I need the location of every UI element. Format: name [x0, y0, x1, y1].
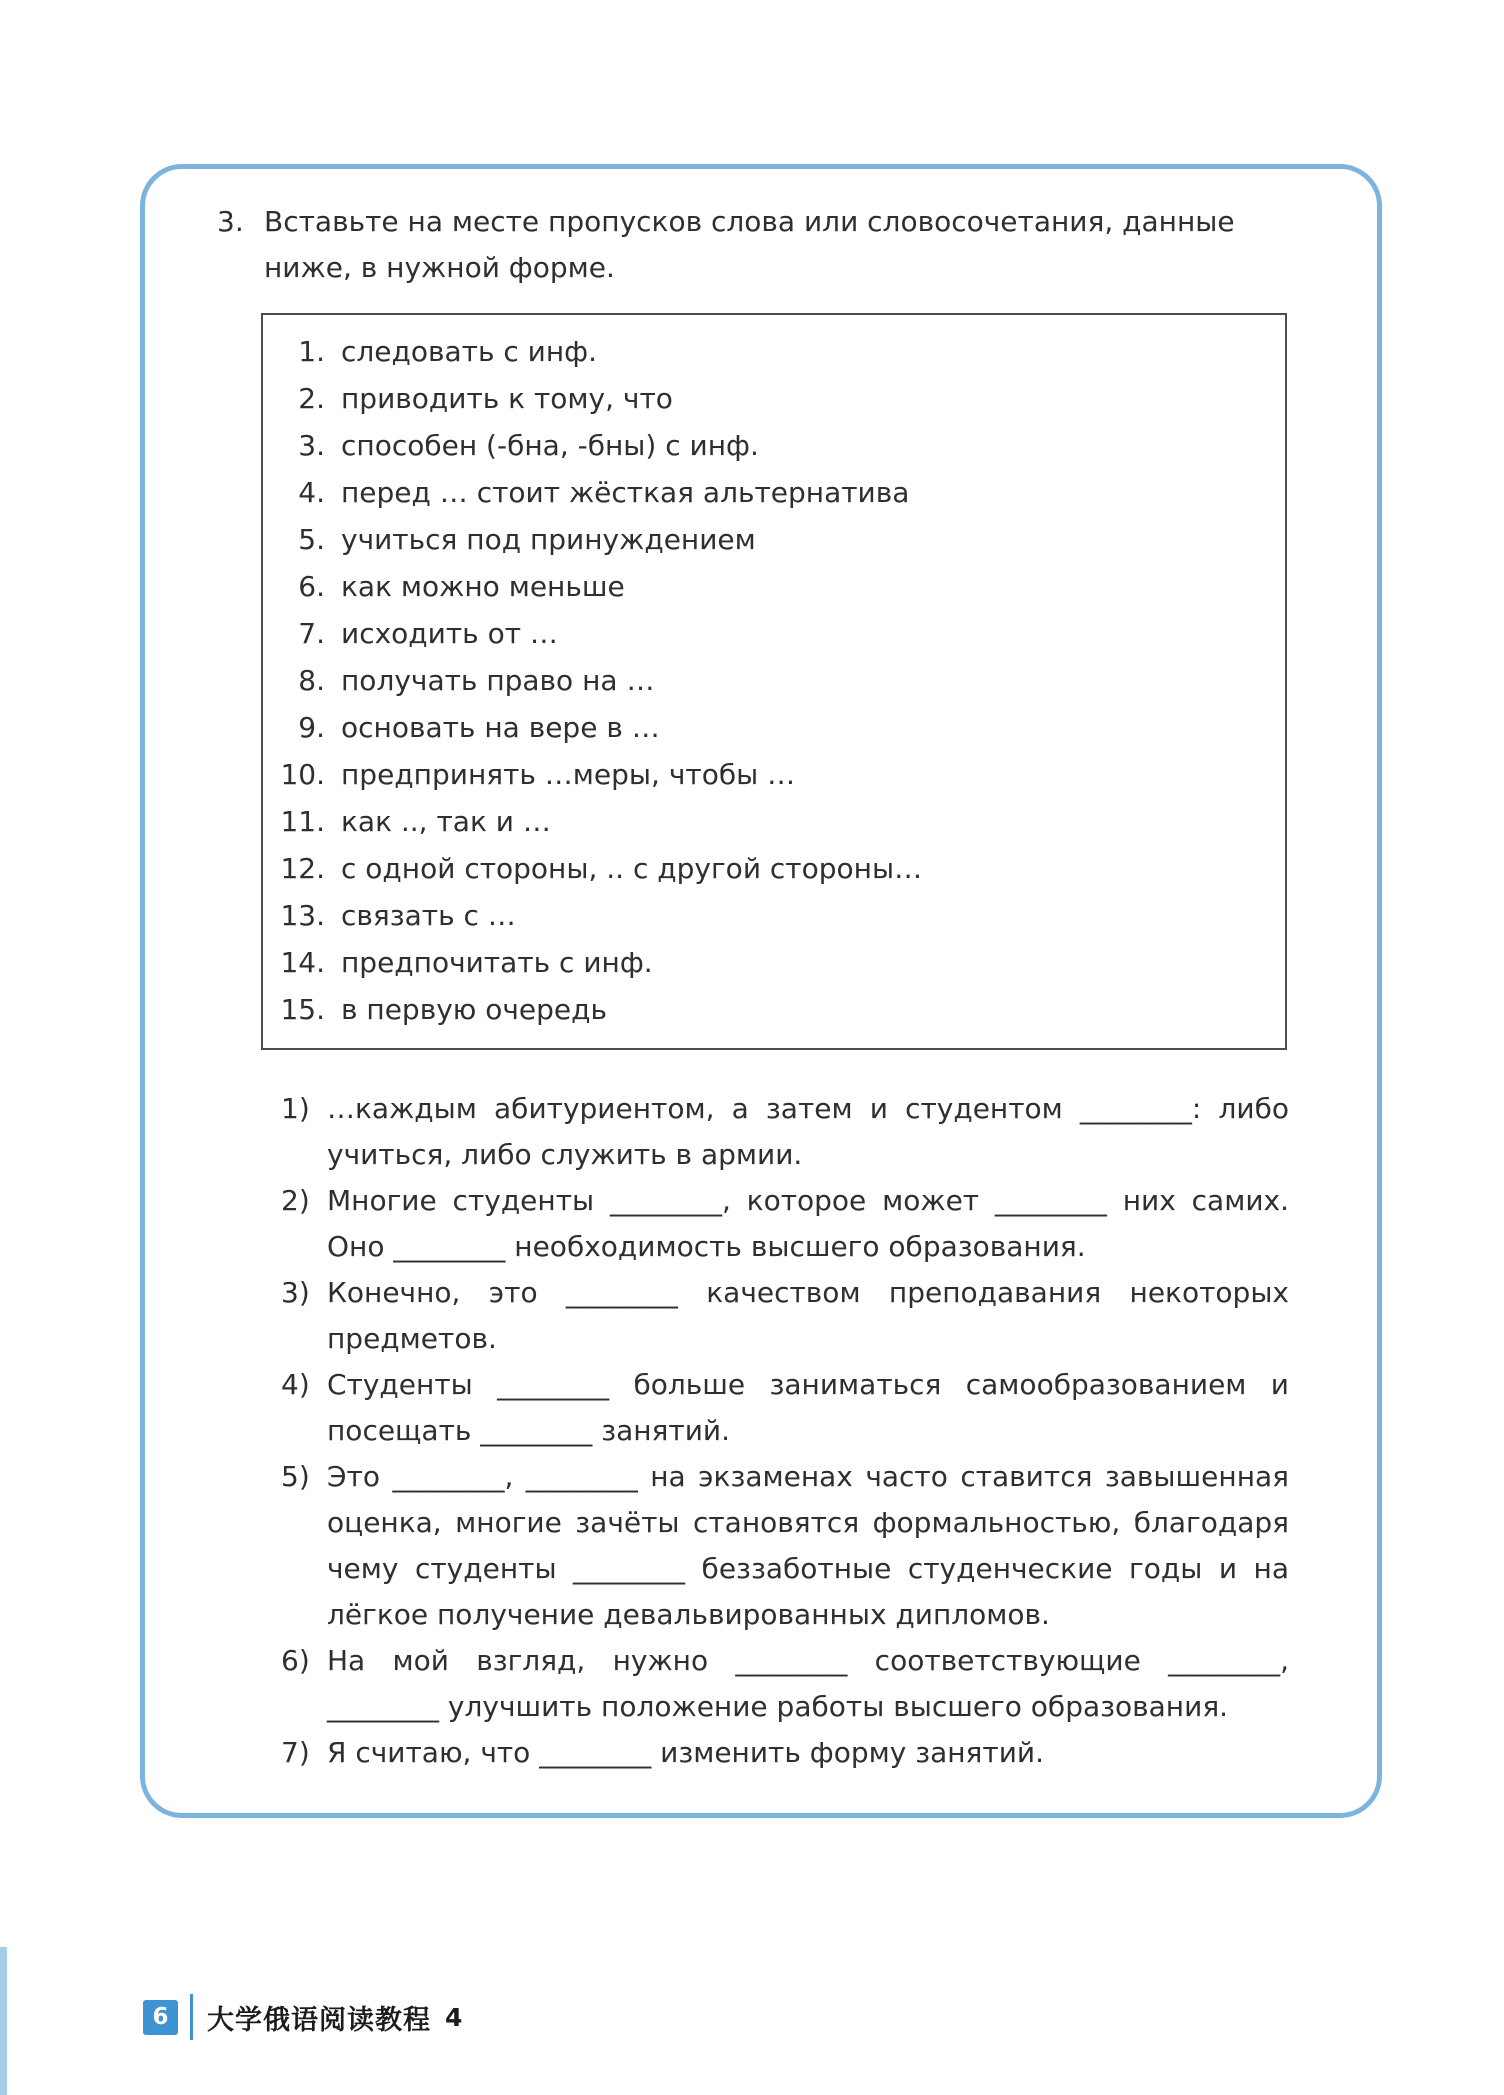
sentence-text: Это ________, ________ на экзаменах часто ставится завышенная оценка, многие зачёты становятся формальностью, благодаря чему студенты ________ беззаботные студенческие годы и на лёгкое получение девальвированных дипломов.	[327, 1460, 1289, 1631]
word-item-number: 2.	[298, 382, 325, 415]
sentence-text: Конечно, это ________ качеством преподавания некоторых предметов.	[327, 1276, 1289, 1355]
word-item-text: перед … стоит жёсткая альтернатива	[341, 476, 910, 509]
word-list-item	[263, 422, 1271, 469]
page-number-badge: 6	[143, 2000, 178, 2035]
word-list-box	[261, 313, 1287, 1050]
sentence-item	[281, 1178, 1289, 1270]
word-list-item	[263, 375, 1271, 422]
exercise-instruction-text: Вставьте на месте пропусков слова или словосочетания, данные ниже, в нужной форме.	[264, 205, 1235, 284]
sentence-item	[281, 1638, 1289, 1730]
word-item-number: 6.	[298, 570, 325, 603]
sentence-item	[281, 1454, 1289, 1638]
word-list-item	[263, 563, 1271, 610]
footer-divider	[190, 1994, 193, 2040]
word-list-item	[263, 657, 1271, 704]
exercise-instruction	[217, 199, 1289, 291]
word-item-text: в первую очередь	[341, 993, 608, 1026]
word-item-number: 12.	[280, 852, 325, 885]
word-list-item	[263, 845, 1271, 892]
page-edge-strip	[0, 1947, 7, 2095]
page-footer	[143, 1994, 462, 2040]
word-item-text: как .., так и …	[341, 805, 551, 838]
sentence-item	[281, 1086, 1289, 1178]
sentence-text: …каждым абитуриентом, а затем и студентом ________: либо учиться, либо служить в армии.	[327, 1092, 1289, 1171]
sentence-item	[281, 1270, 1289, 1362]
word-item-number: 7.	[298, 617, 325, 650]
sentence-number: 3)	[281, 1276, 310, 1309]
exercise-frame	[140, 164, 1382, 1818]
word-list-item	[263, 751, 1271, 798]
word-item-text: учиться под принуждением	[341, 523, 756, 556]
word-item-number: 10.	[280, 758, 325, 791]
word-item-number: 1.	[298, 335, 325, 368]
word-list-item	[263, 798, 1271, 845]
word-item-text: получать право на …	[341, 664, 655, 697]
word-list-item	[263, 986, 1271, 1033]
word-item-number: 11.	[280, 805, 325, 838]
sentence-list	[281, 1086, 1289, 1776]
word-list-item	[263, 469, 1271, 516]
word-list-item	[263, 939, 1271, 986]
sentence-text: Я считаю, что ________ изменить форму занятий.	[327, 1736, 1045, 1769]
word-item-number: 5.	[298, 523, 325, 556]
sentence-text: На мой взгляд, нужно ________ соответствующие ________, ________ улучшить положение работы высшего образования.	[327, 1644, 1289, 1723]
sentence-text: Студенты ________ больше заниматься самообразованием и посещать ________ занятий.	[327, 1368, 1289, 1447]
word-list-item	[263, 704, 1271, 751]
word-item-number: 14.	[280, 946, 325, 979]
word-item-number: 9.	[298, 711, 325, 744]
word-list-item	[263, 610, 1271, 657]
sentence-number: 4)	[281, 1368, 310, 1401]
word-item-number: 15.	[280, 993, 325, 1026]
word-item-number: 3.	[298, 429, 325, 462]
word-item-text: приводить к тому, что	[341, 382, 673, 415]
word-item-text: основать на вере в …	[341, 711, 660, 744]
word-list-item	[263, 328, 1271, 375]
word-list-item	[263, 516, 1271, 563]
sentence-item	[281, 1362, 1289, 1454]
word-item-text: предпринять …меры, чтобы …	[341, 758, 796, 791]
word-item-number: 8.	[298, 664, 325, 697]
word-item-text: связать с …	[341, 899, 516, 932]
exercise-number: 3.	[217, 205, 244, 238]
word-item-text: способен (-бна, -бны) с инф.	[341, 429, 759, 462]
word-item-text: предпочитать с инф.	[341, 946, 653, 979]
sentence-item	[281, 1730, 1289, 1776]
sentence-number: 6)	[281, 1644, 310, 1677]
word-list-item	[263, 892, 1271, 939]
book-title: 大学俄语阅读教程	[207, 2004, 431, 2036]
word-item-text: исходить от …	[341, 617, 558, 650]
sentence-number: 1)	[281, 1092, 310, 1125]
word-item-text: следовать с инф.	[341, 335, 598, 368]
word-item-number: 13.	[280, 899, 325, 932]
sentence-number: 7)	[281, 1736, 310, 1769]
sentence-number: 2)	[281, 1184, 310, 1217]
word-item-number: 4.	[298, 476, 325, 509]
sentence-text: Многие студенты ________, которое может ________ них самих. Оно ________ необходимость высшего образования.	[327, 1184, 1289, 1263]
sentence-number: 5)	[281, 1460, 310, 1493]
word-item-text: с одной стороны, .. с другой стороны…	[341, 852, 923, 885]
word-item-text: как можно меньше	[341, 570, 625, 603]
volume-number: 4	[445, 2002, 463, 2032]
